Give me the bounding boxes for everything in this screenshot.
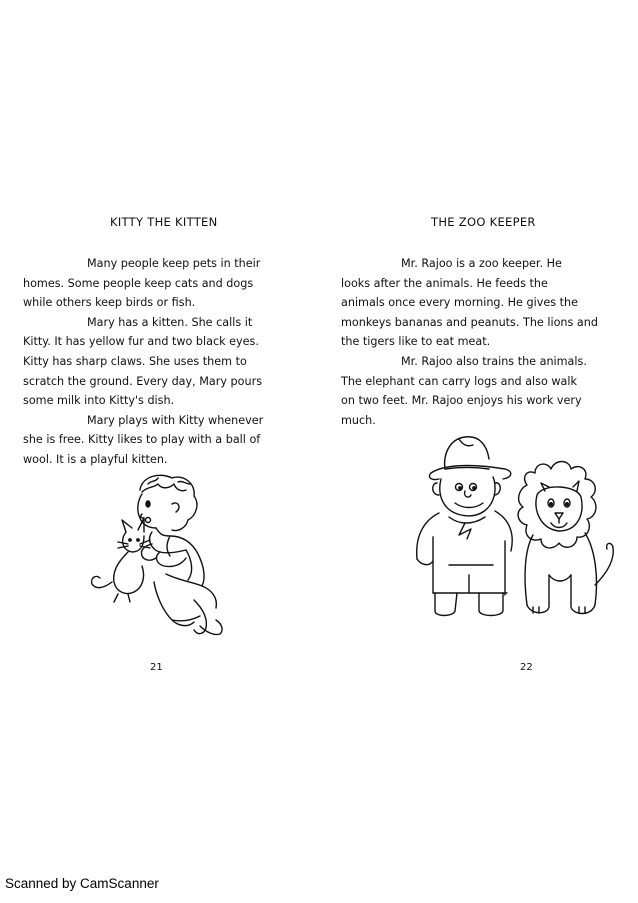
text-line: some milk into Kitty's dish.: [23, 394, 175, 408]
text-line: The elephant can carry logs and also walk: [341, 374, 577, 388]
text-line: while others keep birds or fish.: [23, 296, 196, 310]
page-number: 21: [150, 662, 163, 673]
text-line: Many people keep pets in their: [87, 257, 261, 270]
girl-with-kitten-illustration: [82, 470, 232, 645]
text-line: Kitty has sharp claws. She uses them to: [23, 354, 247, 368]
text-line: looks after the animals. He feeds the: [341, 276, 548, 290]
text-line: on two feet. Mr. Rajoo enjoys his work very: [341, 394, 582, 408]
story-text: [23, 254, 323, 470]
text-line: homes. Some people keep cats and dogs: [23, 276, 254, 290]
text-line: wool. It is a playful kitten.: [23, 452, 168, 466]
text-line: Mary plays with Kitty whenever: [87, 413, 264, 427]
text-line: much.: [341, 413, 376, 427]
scanner-watermark: Scanned by CamScanner: [5, 876, 159, 891]
text-line: Kitty. It has yellow fur and two black eyes.: [23, 335, 259, 349]
text-line: she is free. Kitty likes to play with a ball of: [23, 433, 261, 447]
text-line: Mary has a kitten. She calls it: [87, 315, 253, 329]
page-title: THE ZOO KEEPER: [431, 215, 536, 229]
text-line: Mr. Rajoo is a zoo keeper. He: [401, 257, 562, 270]
text-line: scratch the ground. Every day, Mary pours: [23, 374, 263, 388]
text-line: the tigers like to eat meat.: [341, 335, 491, 349]
page-title: KITTY THE KITTEN: [110, 215, 218, 229]
page-number: 22: [520, 662, 533, 673]
text-line: animals once every morning. He gives the: [341, 296, 578, 310]
text-line: monkeys bananas and peanuts. The lions and: [341, 315, 598, 329]
text-line: Mr. Rajoo also trains the animals.: [401, 354, 587, 368]
zookeeper-with-lion-illustration: [409, 425, 624, 630]
story-text: [341, 254, 638, 430]
right-page: [319, 0, 638, 903]
